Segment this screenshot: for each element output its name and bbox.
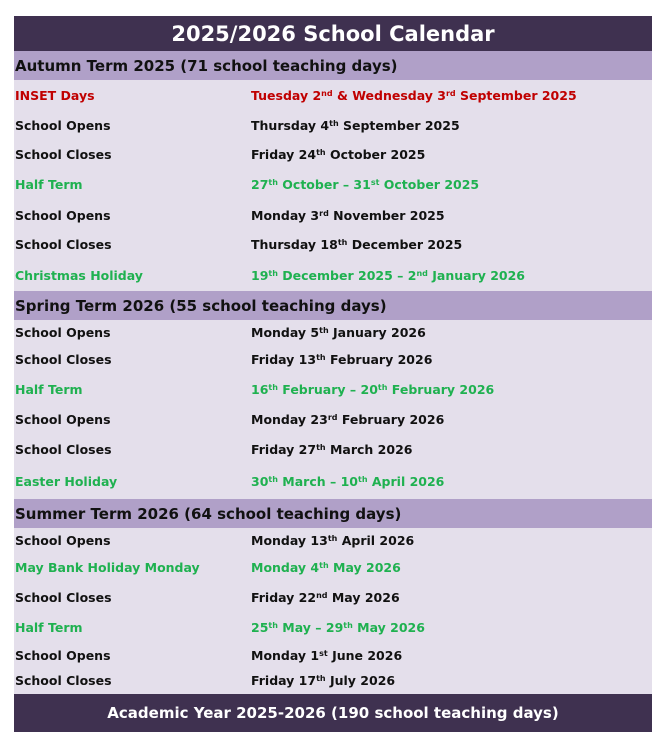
- event-label: May Bank Holiday Monday: [15, 560, 200, 575]
- date-text: 30: [251, 474, 269, 489]
- event-label: Half Term: [15, 177, 83, 192]
- term-section-summer: [14, 499, 652, 694]
- calendar-row: [14, 612, 652, 643]
- date-text: Thursday 4: [251, 117, 330, 133]
- ordinal-suffix: th: [268, 621, 278, 630]
- ordinal-suffix: th: [358, 475, 368, 484]
- calendar-row: [14, 435, 652, 464]
- ordinal-suffix: th: [268, 383, 278, 392]
- date-text: February 2026: [387, 382, 495, 397]
- event-date: [251, 412, 444, 427]
- term-section-spring: [14, 291, 652, 499]
- calendar-row: [14, 552, 652, 583]
- term-rows: [14, 80, 652, 291]
- date-text: May 2026: [328, 560, 401, 575]
- event-label: Half Term: [15, 382, 83, 397]
- date-text: February 2026: [337, 412, 445, 427]
- ordinal-suffix: th: [316, 443, 326, 452]
- date-text: October 2025: [325, 147, 426, 162]
- ordinal-suffix: st: [370, 178, 380, 187]
- event-date: [251, 382, 494, 397]
- ordinal-suffix: rd: [445, 88, 456, 98]
- ordinal-suffix: th: [319, 325, 329, 335]
- ordinal-suffix: th: [268, 268, 278, 278]
- date-text: Monday 13: [251, 532, 328, 548]
- event-date: [251, 147, 425, 162]
- date-text: November 2025: [328, 207, 445, 223]
- event-label: School Closes: [15, 442, 112, 457]
- date-text: Friday 17: [251, 673, 317, 688]
- event-label: Easter Holiday: [15, 474, 118, 489]
- date-text: Friday 13: [251, 352, 317, 367]
- event-label: School Closes: [15, 237, 112, 252]
- event-label: School Opens: [15, 324, 111, 340]
- event-date: [251, 208, 445, 223]
- event-label: School Opens: [15, 412, 111, 427]
- calendar-row: [14, 344, 652, 375]
- ordinal-suffix: nd: [316, 591, 328, 600]
- calendar-row: [14, 643, 652, 667]
- event-date: [251, 268, 525, 283]
- term-rows: [14, 528, 652, 694]
- event-date: [251, 442, 412, 457]
- ordinal-suffix: st: [319, 648, 328, 658]
- date-text: April 2026: [337, 532, 415, 548]
- calendar-row: [14, 140, 652, 169]
- ordinal-suffix: th: [316, 353, 326, 362]
- event-date: [251, 325, 426, 340]
- calendar-row: [14, 259, 652, 291]
- ordinal-suffix: rd: [319, 208, 329, 218]
- ordinal-suffix: th: [343, 621, 353, 630]
- calendar-row: [14, 169, 652, 200]
- event-date: [251, 118, 460, 133]
- calendar-row: [14, 464, 652, 499]
- calendar-row: [14, 320, 652, 344]
- date-text: February 2026: [325, 352, 433, 367]
- calendar-row: [14, 230, 652, 259]
- date-text: 25: [251, 620, 269, 635]
- date-text: March 2026: [325, 442, 413, 457]
- date-text: September 2025: [338, 117, 460, 133]
- event-label: School Closes: [15, 147, 112, 162]
- ordinal-suffix: th: [377, 383, 388, 392]
- date-text: Tuesday 2: [251, 87, 322, 103]
- ordinal-suffix: nd: [416, 268, 428, 278]
- event-label: School Closes: [15, 352, 112, 367]
- date-text: Friday 22: [251, 590, 317, 605]
- date-text: January 2026: [328, 324, 426, 340]
- date-text: Thursday 18: [251, 237, 338, 252]
- term-header: Spring Term 2026 (55 school teaching days): [14, 291, 652, 320]
- event-date: [251, 237, 462, 252]
- date-text: 16: [251, 382, 269, 397]
- event-date: [251, 673, 395, 688]
- date-text: Friday 27: [251, 442, 317, 457]
- calendar-row: [14, 110, 652, 140]
- event-label: Christmas Holiday: [15, 267, 143, 283]
- event-label: School Closes: [15, 673, 112, 688]
- term-rows: [14, 320, 652, 499]
- date-text: December 2025 – 2: [277, 267, 417, 283]
- calendar-title: 2025/2026 School Calendar: [14, 16, 652, 51]
- date-text: September 2025: [455, 87, 577, 103]
- calendar-row: [14, 583, 652, 612]
- date-text: February – 20: [277, 382, 378, 397]
- calendar-row: [14, 375, 652, 404]
- calendar-row: [14, 528, 652, 552]
- school-calendar: [14, 16, 652, 732]
- event-label: INSET Days: [15, 87, 95, 103]
- event-date: [251, 177, 479, 192]
- calendar-row: [14, 404, 652, 435]
- event-date: [251, 560, 401, 575]
- academic-year-summary: Academic Year 2025-2026 (190 school teaching days): [14, 694, 652, 732]
- date-text: May 2026: [327, 590, 400, 605]
- term-header: Autumn Term 2025 (71 school teaching days): [14, 51, 652, 80]
- date-text: July 2026: [325, 673, 396, 688]
- event-date: [251, 352, 432, 367]
- calendar-row: [14, 200, 652, 230]
- calendar-row: [14, 667, 652, 694]
- ordinal-suffix: th: [268, 178, 278, 187]
- date-text: 27: [251, 177, 269, 192]
- date-text: May – 29: [277, 620, 344, 635]
- date-text: & Wednesday 3: [332, 87, 446, 103]
- event-label: School Opens: [15, 647, 111, 663]
- date-text: April 2026: [367, 474, 445, 489]
- date-text: January 2026: [427, 267, 526, 283]
- calendar-row: [14, 80, 652, 110]
- date-text: Monday 5: [251, 324, 320, 340]
- date-text: March – 10: [277, 474, 358, 489]
- event-date: [251, 648, 402, 663]
- event-label: School Opens: [15, 117, 111, 133]
- date-text: Monday 3: [251, 207, 320, 223]
- event-date: [251, 88, 577, 103]
- date-text: 19: [251, 267, 269, 283]
- date-text: Friday 24: [251, 147, 317, 162]
- ordinal-suffix: th: [319, 561, 329, 570]
- event-date: [251, 620, 425, 635]
- event-label: School Opens: [15, 207, 111, 223]
- ordinal-suffix: rd: [327, 413, 338, 422]
- ordinal-suffix: th: [337, 238, 348, 247]
- term-header: Summer Term 2026 (64 school teaching days): [14, 499, 652, 528]
- event-date: [251, 533, 414, 548]
- date-text: Monday 4: [251, 560, 320, 575]
- ordinal-suffix: th: [329, 118, 339, 128]
- date-text: June 2026: [327, 647, 403, 663]
- ordinal-suffix: th: [316, 674, 326, 683]
- date-text: Monday 1: [251, 647, 320, 663]
- event-label: School Opens: [15, 532, 111, 548]
- event-date: [251, 590, 400, 605]
- ordinal-suffix: th: [327, 533, 338, 543]
- event-label: School Closes: [15, 590, 112, 605]
- term-section-autumn: [14, 51, 652, 291]
- ordinal-suffix: nd: [321, 88, 333, 98]
- date-text: October 2025: [379, 177, 480, 192]
- date-text: October – 31: [277, 177, 371, 192]
- ordinal-suffix: th: [316, 148, 326, 157]
- date-text: May 2026: [352, 620, 425, 635]
- event-label: Half Term: [15, 620, 83, 635]
- date-text: Monday 23: [251, 412, 328, 427]
- ordinal-suffix: th: [268, 475, 278, 484]
- event-date: [251, 474, 444, 489]
- date-text: December 2025: [347, 237, 463, 252]
